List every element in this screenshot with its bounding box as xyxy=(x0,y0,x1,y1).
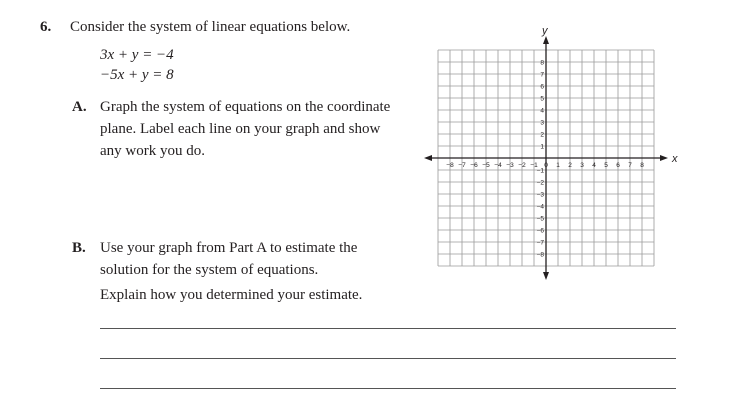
x-tick-label: 6 xyxy=(616,162,620,169)
y-tick-label: −5 xyxy=(536,215,544,223)
y-tick-label: 5 xyxy=(540,95,544,103)
part-b-explain: Explain how you determined your estimate. xyxy=(100,287,363,303)
x-axis-label: x xyxy=(672,153,678,165)
x-tick-label: 3 xyxy=(580,162,584,169)
y-axis-arrow-up xyxy=(543,36,549,44)
y-tick-label: 8 xyxy=(540,59,544,67)
x-axis-arrow-left xyxy=(424,155,432,161)
x-tick-label: 7 xyxy=(628,162,632,169)
part-b-label: B. xyxy=(72,240,86,256)
y-tick-label: 4 xyxy=(540,107,544,115)
y-axis-arrow-down xyxy=(543,272,549,280)
x-tick-label: 4 xyxy=(592,162,596,169)
x-tick-label: −5 xyxy=(482,162,490,169)
x-tick-label: 5 xyxy=(604,162,608,169)
x-tick-label: −3 xyxy=(506,162,514,169)
x-tick-label: −7 xyxy=(458,162,466,169)
x-tick-label: 0 xyxy=(544,162,548,169)
y-tick-label: −1 xyxy=(536,167,544,175)
question-prompt: Consider the system of linear equations below. xyxy=(70,19,351,35)
part-b-text: Use your graph from Part A to estimate the solution for the system of equations. xyxy=(100,240,358,278)
x-tick-label: 2 xyxy=(568,162,572,169)
equation-2: −5x + y = 8 xyxy=(100,67,174,83)
y-tick-label: 3 xyxy=(540,119,544,127)
answer-line[interactable] xyxy=(100,328,676,329)
y-tick-label: −2 xyxy=(536,179,544,187)
x-tick-label: −8 xyxy=(446,162,454,169)
y-tick-label: −3 xyxy=(536,191,544,199)
y-tick-label: 1 xyxy=(540,143,544,151)
x-tick-label: −2 xyxy=(518,162,526,169)
answer-line[interactable] xyxy=(100,358,676,359)
coordinate-grid[interactable] xyxy=(420,18,690,288)
y-tick-label: 7 xyxy=(540,71,544,79)
x-tick-label: 8 xyxy=(640,162,644,169)
answer-line[interactable] xyxy=(100,388,676,389)
y-tick-label: 2 xyxy=(540,131,544,139)
x-tick-label: −6 xyxy=(470,162,478,169)
y-tick-label: −4 xyxy=(536,203,544,211)
question-number: 6. xyxy=(40,19,52,35)
y-tick-label: −8 xyxy=(536,251,544,259)
y-tick-label: −6 xyxy=(536,227,544,235)
x-axis-arrow-right xyxy=(660,155,668,161)
equation-1: 3x + y = −4 xyxy=(100,47,174,63)
x-tick-label: −1 xyxy=(530,162,538,169)
part-a-label: A. xyxy=(72,99,87,115)
y-tick-label: 6 xyxy=(540,83,544,91)
x-tick-label: 1 xyxy=(556,162,560,169)
part-a-text: Graph the system of equations on the coordinate plane. Label each line on your graph and show any work you do. xyxy=(100,99,391,159)
x-tick-label: −4 xyxy=(494,162,502,169)
y-axis-label: y xyxy=(542,25,548,37)
y-tick-label: −7 xyxy=(536,239,544,247)
